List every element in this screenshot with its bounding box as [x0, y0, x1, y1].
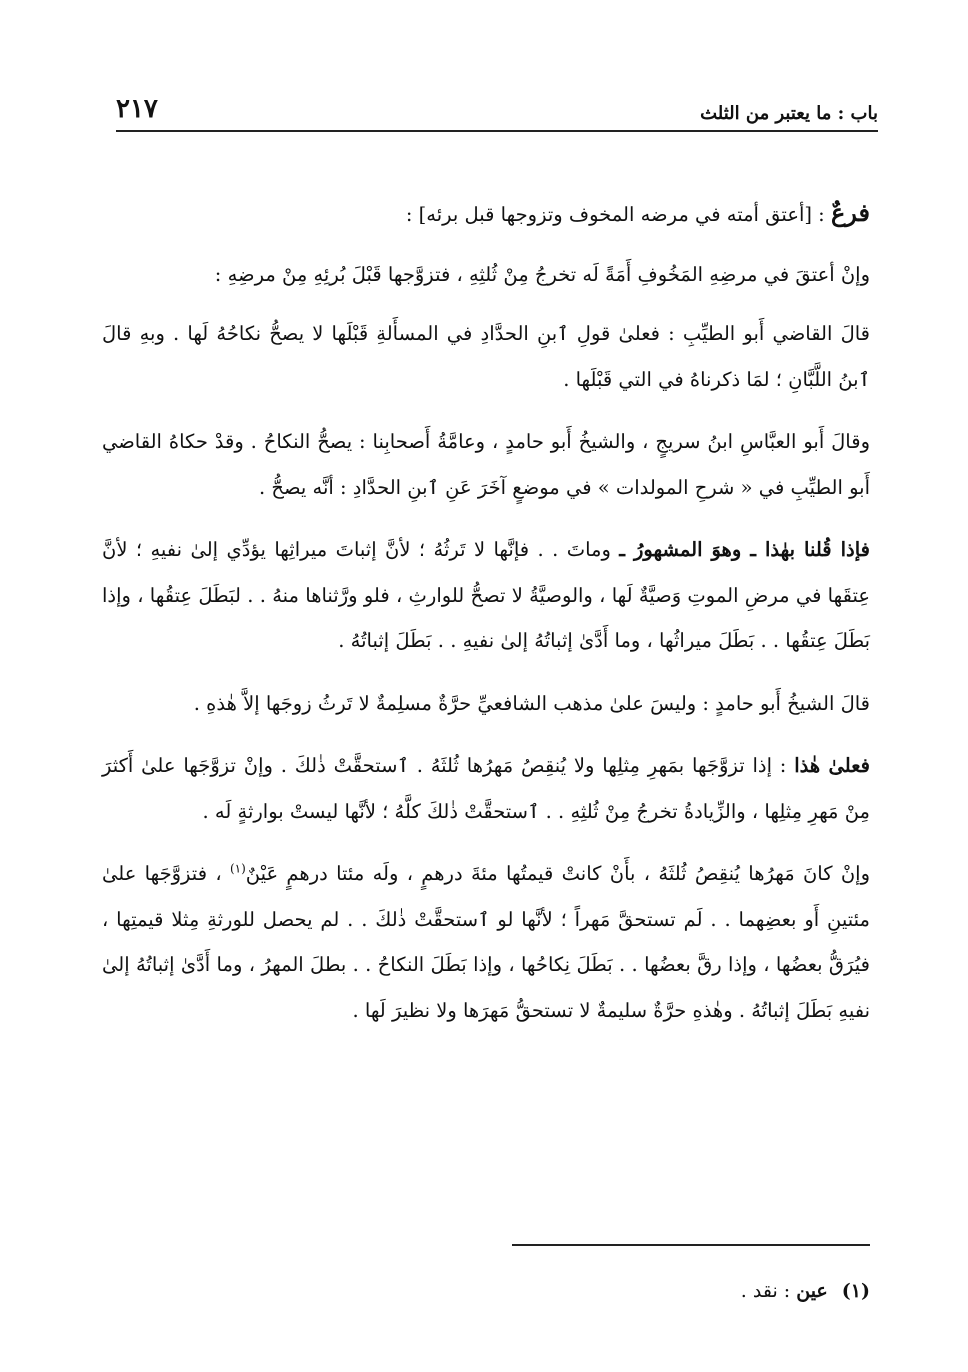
- paragraph-7-text-b: ، فتزوَّجَها علىٰ مئتينِ أَو بعضِهما . . لَم تستحقَّ مَهراً ؛ لأنَّها لو ٱستحقَّتْ ذٰلكَ . . لم يحصل للورثةِ مِثلا قيمتِها ، فيُرَقُّ بعضُها ، وإذا رقَّ بعضُها . . بَطَلَ نِكاحُها ، وإذا بَطَلَ النكاحُ . . بطلَ المهرُ ، وما أَدَّىٰ إثباتُهُ إلىٰ نفيهِ بَطَلَ إثباتُهُ . وهٰذهِ حرَّةٌ سليمةٌ لا تستحقُّ مَهرَها ولا نظيرَ لَها .: [102, 862, 870, 1022]
- heading-label: فرعٌ: [830, 198, 870, 227]
- paragraph-4-lead: فإذا قُلنا بهٰذا ـ وهوَ المشهورُ ـ: [619, 538, 870, 561]
- footnote-text: : نقد .: [740, 1280, 797, 1302]
- main-text: [102, 190, 870, 1050]
- footnote-number: (١): [841, 1280, 870, 1302]
- paragraph-6: [102, 743, 870, 834]
- heading-title: : [أعتق أمته في مرضه المخوف وتزوجها قبل برئه] :: [405, 203, 831, 226]
- footnote-reference: (١): [229, 861, 246, 876]
- section-heading: [102, 190, 870, 238]
- running-title: باب : ما يعتبر من الثلث: [700, 103, 878, 124]
- paragraph-3: وقالَ أَبو العبَّاسِ ابنُ سريجٍ ، والشيخُ أَبو حامدٍ ، وعامَّةُ أَصحابِنا : يصحُّ النكاحُ . وقدْ حكاهُ القاضي أَبو الطيِّبِ في « شرحِ المولدات » في موضعٍ آخَرَ عَنِ ٱبنِ الحدَّادِ : أنَّه يصحُّ .: [102, 430, 870, 499]
- paragraph-7: [102, 851, 870, 1033]
- footnote: [102, 1276, 870, 1306]
- paragraph-2: قالَ القاضي أَبو الطيِّبِ : فعلىٰ قولِ ٱبنِ الحدَّادِ في المسأَلةِ قَبْلَها لا يصحُّ نكاحُهُ لَها . وبهِ قالَ ٱبنُ اللَّبَّانِ ؛ لمَا ذكرناهُ في التي قَبْلَها .: [102, 322, 870, 391]
- paragraph-6-lead: فعلىٰ هٰذا: [794, 754, 870, 777]
- page-header: [116, 80, 878, 132]
- paragraph-5: قالَ الشيخُ أَبو حامدٍ : وليسَ علىٰ مذهب الشافعيِّ حرَّةٌ مسلِمةٌ لا تَرثُ زوجَها إلاَّ هٰذهِ .: [193, 691, 870, 715]
- paragraph-4: [102, 527, 870, 664]
- paragraph-6-text: : إذا تزوَّجَها بمَهرِ مِثلِها ولا يُنقِصُ مَهرُها ثُلثَهُ . ٱستحقَّتْ ذٰلكَ . وإنْ تزوَّجَها علىٰ أَكثرَ مِنْ مَهرِ مِثلِها ، والزِّيادةُ تخرجُ مِنْ ثُلثِهِ . . ٱستحقَّتْ ذٰلكَ كلَّهُ ؛ لأنَّها ليستْ بوارثةٍ لَه .: [102, 754, 870, 823]
- paragraph-1: وإنْ أعتقَ في مرضِهِ المَخُوفِ أَمَةً لَه تخرجُ مِنْ ثُلثِهِ ، فتزوَّجها قَبْلَ بُرئِهِ مِنْ مرضِهِ :: [214, 262, 870, 286]
- footnote-divider: [512, 1244, 870, 1246]
- page-number: ٢١٧: [116, 94, 158, 124]
- paragraph-4-text: وماتَ . . فإنَّها لا تَرثُهُ ؛ لأنَّ إثباتَ ميراثِها يؤدِّي إلىٰ نفيهِ ؛ لأنَّ عِتقَها في مرضِ الموتِ وَصيَّةٌ لَها ، والوصيَّةُ لا تصحُّ للوارثِ ، فلو ورَّثناها منهُ . . لبَطَلَ عِتقُها ، وإذا بَطَلَ عِتقُها . . بَطَلَ ميراثُها ، وما أَدَّىٰ إثباتُهُ إلىٰ نفيهِ . . بَطَلَ إثباتُهُ .: [102, 538, 870, 652]
- paragraph-7-text-a: وإنْ كانَ مَهرُها يُنقِصُ ثُلثَهُ ، بأَنْ كانتْ قيمتُها مئةَ درهمٍ ، ولَه مئتا درهمٍ عَيْنٌ: [245, 862, 870, 885]
- footnote-term: عين: [796, 1280, 828, 1302]
